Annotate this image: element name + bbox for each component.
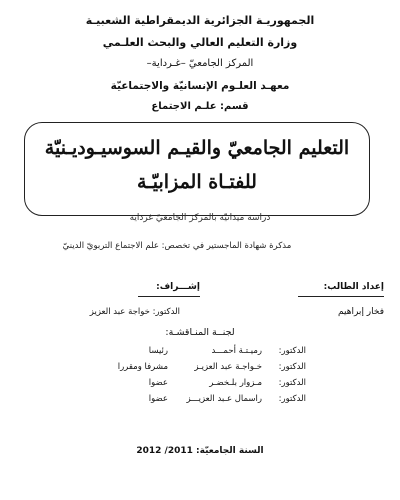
member-role: الدكتور: <box>278 362 306 372</box>
committee-title: لجنــة المنـاقشـة: <box>165 327 235 338</box>
student-name: فخار إبراهيم <box>338 307 384 317</box>
academic-year: السنة الجامعيّة: 2011/ 2012 <box>136 446 264 456</box>
member-position: عضوا <box>148 378 168 388</box>
committee-member-row <box>0 378 400 392</box>
degree-statement: مذكرة شهادة الماجستير في تخصص: علم الاجتماع التربويّ الدينيّ <box>62 241 292 251</box>
thesis-title-line-2: للفتـاة المزابيّـة <box>137 171 257 193</box>
committee-member-row <box>0 394 400 408</box>
department-name: قسم: علـم الاجتماع <box>151 101 249 112</box>
member-position: رئيسا <box>148 346 168 356</box>
thesis-title-line-1: التعليم الجامعيّ والقيـم السوسيـوديـنيّة <box>44 137 350 159</box>
member-position: عضوا <box>148 394 168 404</box>
student-label-underline <box>298 296 384 297</box>
committee-member-row <box>0 346 400 360</box>
member-position: مشرفا ومقررا <box>117 362 168 372</box>
supervisor-name: الدكتور: خواجة عبد العزيز <box>89 307 180 317</box>
institute-name: معهـد العلـوم الإنسانيّة والاجتماعيّة <box>110 80 290 92</box>
committee-member-row <box>0 362 400 376</box>
country-name: الجمهوريـة الجزائرية الديمقراطية الشعبيـة <box>85 14 315 27</box>
ministry-name: وزارة التعليم العالي والبحث العلـمي <box>102 36 298 49</box>
member-role: الدكتور: <box>278 346 306 356</box>
member-name: مـزوار بلـخضـر <box>209 378 262 388</box>
member-role: الدكتور: <box>278 378 306 388</box>
member-name: راسمال عـبد العزيـــز <box>186 394 262 404</box>
supervisor-label-underline <box>138 296 200 297</box>
member-name: خـواجـة عبد العزيـز <box>194 362 262 372</box>
university-center-name: المركز الجامعيّ –غـرداية– <box>146 58 254 69</box>
student-label: إعداد الطالب: <box>323 282 384 292</box>
title-frame <box>24 122 370 216</box>
member-name: رميـتـة أحمـــد <box>211 346 262 356</box>
thesis-subtitle: دراسة ميدانيّة بالمركز الجامعيّ غرداية <box>129 213 271 223</box>
member-role: الدكتور: <box>278 394 306 404</box>
supervisor-label: إشـــراف: <box>156 282 200 292</box>
